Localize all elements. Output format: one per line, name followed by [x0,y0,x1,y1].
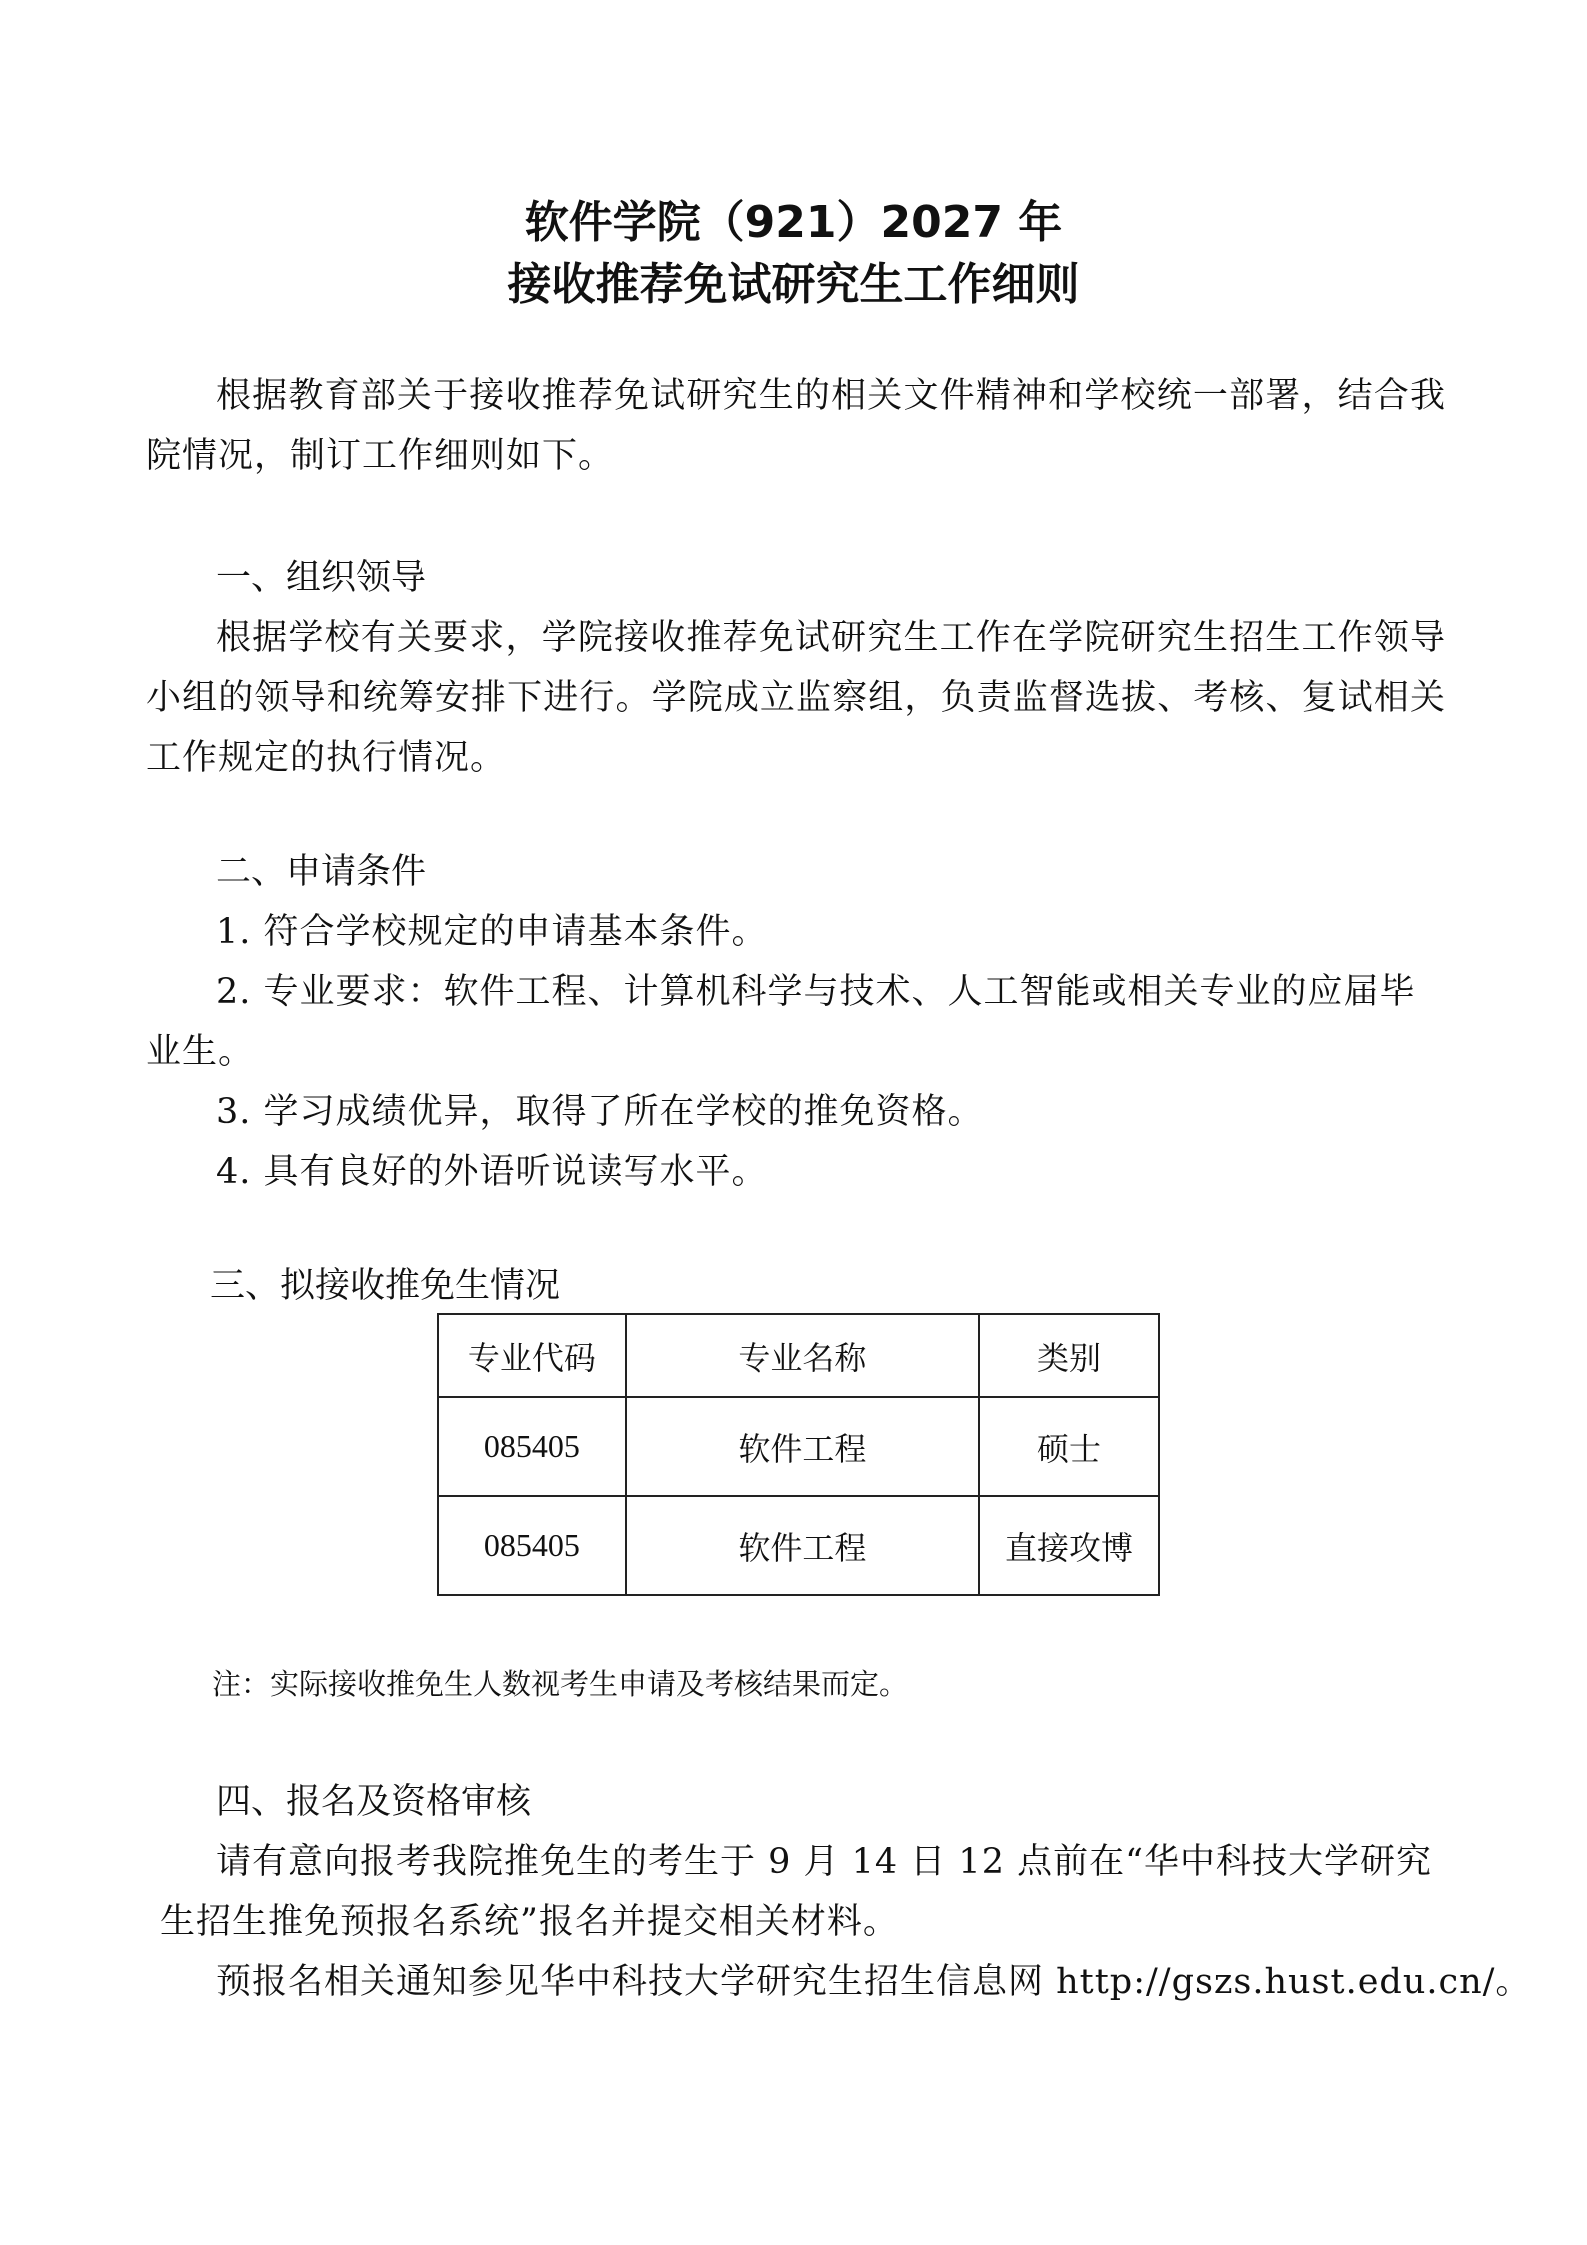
section-4-line-2: 生招生推免预报名系统”报名并提交相关材料。 [160,1902,899,1942]
table-header-row [438,1314,1159,1397]
requirement-item-4: 4. 具有良好的外语听说读写水平。 [216,1152,768,1192]
section-1-body: 根据学校有关要求，学院接收推荐免试研究生工作在学院研究生招生工作领导小组的领导和统筹安排下进行。学院成立监察组，负责监督选拔、考核、复试相关工作规定的执行情况。 [146,618,1446,778]
major-code-cell: 085405 [438,1397,626,1496]
intro-paragraph: 根据教育部关于接收推荐免试研究生的相关文件精神和学校统一部署，结合我院情况，制订工作细则如下。 [146,376,1446,476]
requirement-item-2-continued: 业生。 [146,1032,255,1072]
requirement-item-3: 3. 学习成绩优异，取得了所在学校的推免资格。 [216,1092,984,1132]
table-note: 注：实际接收推免生人数视考生申请及考核结果而定。 [212,1667,909,1701]
document-title-line-2: 接收推荐免试研究生工作细则 [507,259,1080,310]
table-row [438,1397,1159,1496]
column-header-major-name: 专业名称 [626,1314,979,1397]
column-header-category: 类别 [979,1314,1159,1397]
document-title-line-1: 软件学院（921）2027 年 [524,197,1063,248]
section-1-heading: 一、组织领导 [216,558,427,598]
major-name-cell: 软件工程 [626,1397,979,1496]
section-4-line-3: 预报名相关通知参见华中科技大学研究生招生信息网 http://gszs.hust.edu.cn/。 [216,1962,1532,2002]
requirement-item-2: 2. 专业要求：软件工程、计算机科学与技术、人工智能或相关专业的应届毕 [216,972,1416,1012]
requirement-item-1: 1. 符合学校规定的申请基本条件。 [216,912,768,952]
major-name-cell: 软件工程 [626,1496,979,1595]
category-cell: 硕士 [979,1397,1159,1496]
majors-table [437,1313,1160,1596]
section-2-heading: 二、申请条件 [216,852,427,892]
section-3-heading: 三、拟接收推免生情况 [210,1266,561,1306]
column-header-major-code: 专业代码 [438,1314,626,1397]
section-4-heading: 四、报名及资格审核 [216,1782,532,1822]
category-cell: 直接攻博 [979,1496,1159,1595]
table-row [438,1496,1159,1595]
major-code-cell: 085405 [438,1496,626,1595]
section-4-line-1: 请有意向报考我院推免生的考生于 9 月 14 日 12 点前在“华中科技大学研究 [216,1842,1432,1882]
